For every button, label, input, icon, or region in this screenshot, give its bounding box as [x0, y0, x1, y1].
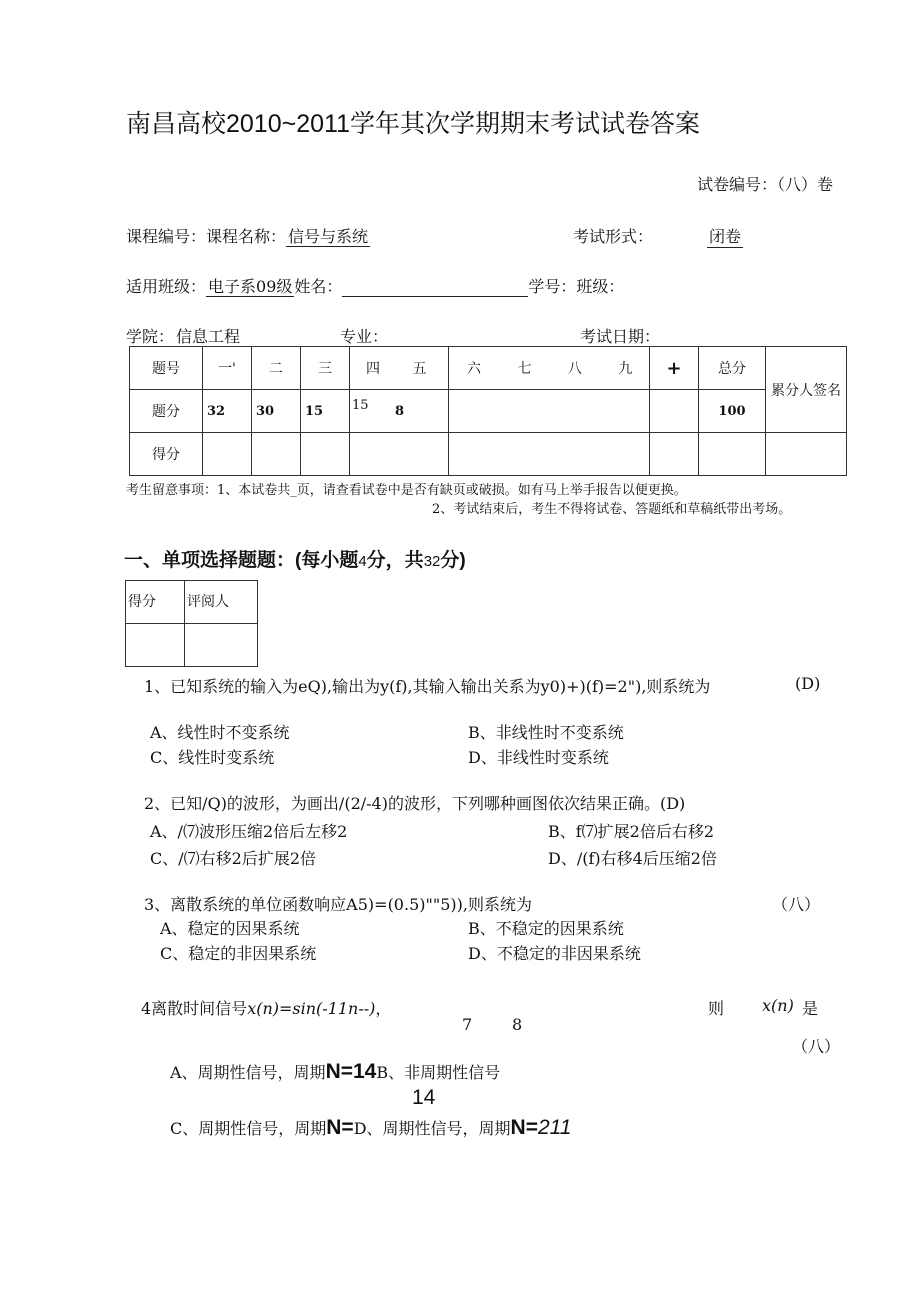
q1-stem: 1、已知系统的输入为eQ),输出为y(f),其输入输出关系为y0)+)(f)=2"),则系统为: [144, 677, 711, 696]
q2-option-d: D、/(f)右移4后压缩2倍: [548, 849, 717, 868]
points-total: 100: [699, 390, 766, 433]
exam-notes-line2: 2、考试结束后，考生不得将试卷、答题纸和草稿纸带出考场。: [432, 502, 792, 517]
got-label: 得分: [130, 433, 203, 476]
q4-option-a-text: A、周期性信号，周期: [170, 1063, 326, 1082]
q4-option-b-text: B、非周期性信号: [376, 1063, 501, 1082]
section-heading-d: 32: [423, 553, 441, 570]
points-q2: 30: [252, 390, 301, 433]
grader-score-label: 得分: [126, 581, 185, 624]
header-q7: 七: [517, 361, 532, 377]
course-line: [126, 224, 370, 247]
points-q6-q9: [449, 390, 650, 433]
points-q3: 15: [301, 390, 350, 433]
major-label: 专业：: [340, 327, 389, 346]
points-q4: 15: [352, 398, 369, 413]
page-title: 南昌高校2010~2011学年其次学期期末考试试卷答案: [126, 110, 700, 138]
score-table-got-row: [130, 433, 847, 476]
student-name-label: 姓名：: [294, 277, 343, 296]
q3-answer: （八）: [772, 895, 821, 914]
q4-stem: [141, 996, 391, 1019]
score-table-header-row: [130, 347, 847, 390]
q4-frac-8: 8: [512, 1015, 523, 1034]
q4-option-c-value: N=: [326, 1116, 354, 1139]
class-line: [126, 274, 624, 297]
q4-stem-a: 4离散时间信号: [141, 999, 248, 1018]
grader-score-cell[interactable]: [126, 624, 185, 667]
student-name-field[interactable]: [342, 277, 528, 297]
course-name-label: 课程名称：: [206, 227, 287, 246]
section-heading-b: 4: [358, 553, 367, 570]
exam-form: 闭卷: [707, 224, 743, 248]
points-q10: [650, 390, 699, 433]
got-q10[interactable]: [650, 433, 699, 476]
major-line: [340, 324, 660, 347]
q2-stem: 2、已知/Q)的波形，为画出/(2/-4)的波形，下列哪种画图依次结果正确。(D): [144, 794, 686, 813]
q3-option-a: A、稳定的因果系统: [160, 919, 300, 938]
q4-answer: （八）: [792, 1037, 841, 1056]
q2-option-a: A、/⑺波形压缩2倍后左移2: [150, 822, 348, 841]
points-q1: 32: [203, 390, 252, 433]
exam-form-label: 考试形式：: [573, 227, 654, 246]
points-label: 题分: [130, 390, 203, 433]
student-id-label: 学号：: [528, 277, 577, 296]
header-total: 总分: [699, 347, 766, 390]
q2-option-b: B、f⑺扩展2倍后右移2: [548, 822, 715, 841]
q4-sub-14: 14: [412, 1086, 436, 1109]
grader-input-row: [126, 624, 258, 667]
header-q6-q9: [449, 347, 650, 390]
q4-option-a-value: N=14: [325, 1060, 377, 1083]
class-value: 电子系09级: [208, 277, 293, 296]
q1-option-b: B、非线性时不变系统: [468, 723, 624, 742]
student-class-label: 班级：: [576, 277, 625, 296]
q4-stem-c: ，: [375, 999, 392, 1018]
points-q4-q5: [350, 390, 449, 433]
grader-reviewer-cell[interactable]: [185, 624, 258, 667]
grader-header-row: [126, 581, 258, 624]
q3-option-b: B、不稳定的因果系统: [468, 919, 624, 938]
header-question-no: 题号: [130, 347, 203, 390]
q1-option-d: D、非线性时变系统: [468, 748, 609, 767]
course-code-label: 课程编号：: [126, 227, 207, 246]
q4-option-d-text: D、周期性信号，周期: [353, 1119, 511, 1138]
major-field[interactable]: [388, 327, 580, 347]
exam-date-label: 考试日期：: [580, 327, 661, 346]
q4-formula: x(n)=sin(-11n--): [247, 999, 376, 1018]
got-q4-q5[interactable]: [350, 433, 449, 476]
q3-option-d: D、不稳定的非因果系统: [468, 944, 641, 963]
grader-reviewer-label: 评阅人: [185, 581, 258, 624]
q4-options-cd: [170, 1116, 571, 1140]
header-q1: 一': [203, 347, 252, 390]
q4-option-d-value2: 211: [537, 1116, 572, 1139]
header-q3: 三: [301, 347, 350, 390]
points-q5: 8: [395, 404, 405, 419]
q1-option-c: C、线性时变系统: [150, 748, 275, 767]
header-q9: 九: [618, 361, 633, 377]
header-q5: 五: [412, 361, 427, 377]
header-q10: +: [650, 347, 699, 390]
course-name: 信号与系统: [288, 227, 369, 246]
q2-option-c: C、/⑺右移2后扩展2倍: [150, 849, 316, 868]
section-heading-c: 分，共: [366, 550, 424, 571]
score-table: [129, 346, 847, 476]
got-signature[interactable]: [766, 433, 847, 476]
paper-number: 试卷编号：（八）卷: [697, 175, 834, 194]
header-grader-signature: 累分人签名: [766, 347, 847, 433]
section-heading-a: 一、单项选择题题：(每小题: [124, 550, 359, 571]
section-heading: [124, 545, 466, 572]
q3-stem: 3、离散系统的单位函数响应A5)=(0.5)""5)),则系统为: [144, 895, 532, 914]
header-q4-q5: [350, 347, 449, 390]
college-value: 信息工程: [176, 327, 241, 346]
q4-is: 是: [802, 999, 819, 1018]
score-table-points-row: [130, 390, 847, 433]
q1-answer: (D): [795, 674, 821, 693]
got-q2[interactable]: [252, 433, 301, 476]
q3-option-c: C、稳定的非因果系统: [160, 944, 317, 963]
section-grader-table: [125, 580, 258, 667]
got-q1[interactable]: [203, 433, 252, 476]
q4-then: 则: [708, 999, 725, 1018]
header-q4: 四: [366, 361, 380, 377]
exam-notes-line1: 考生留意事项：1、本试卷共_页，请查看试卷中是否有缺页或破损。如有马上举手报告以便更换。: [126, 483, 687, 498]
header-q2: 二: [252, 347, 301, 390]
q4-xn: x(n): [762, 996, 794, 1015]
header-q8: 八: [567, 361, 582, 377]
header-q6: 六: [467, 361, 481, 377]
q4-options-ab: [170, 1060, 500, 1084]
college-label: 学院：: [126, 327, 175, 346]
q4-option-c-text: C、周期性信号，周期: [170, 1119, 327, 1138]
section-heading-e: 分): [440, 550, 466, 571]
q4-option-d-value: N=: [510, 1116, 538, 1139]
q4-frac-7: 7: [462, 1015, 473, 1034]
q1-option-a: A、线性时不变系统: [150, 723, 290, 742]
college-line: [126, 324, 242, 347]
got-q6-q9[interactable]: [449, 433, 650, 476]
class-label: 适用班级：: [126, 277, 207, 296]
got-total[interactable]: [699, 433, 766, 476]
got-q3[interactable]: [301, 433, 350, 476]
